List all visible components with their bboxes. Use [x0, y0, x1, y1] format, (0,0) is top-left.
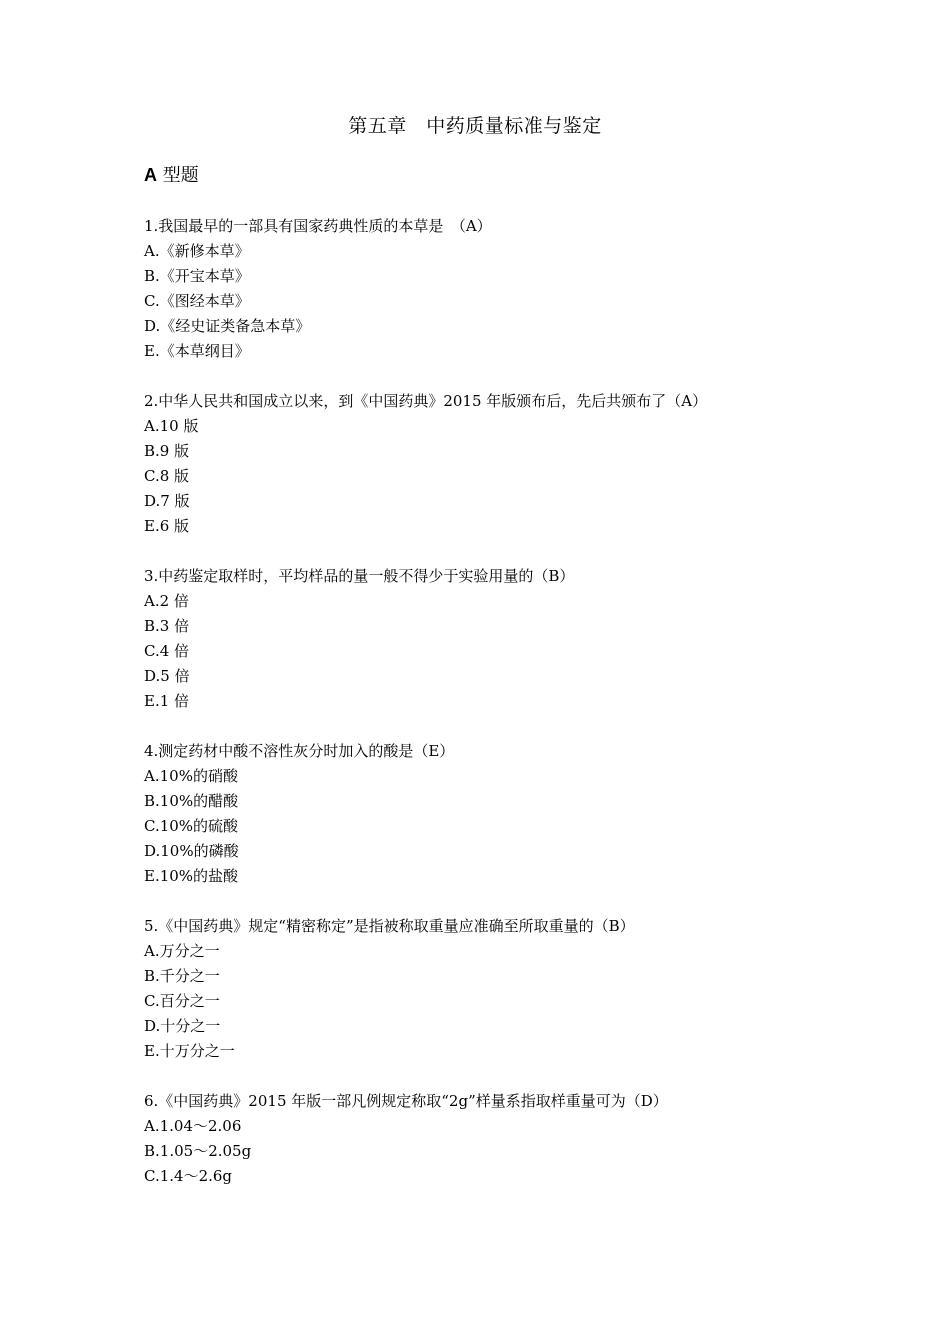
answer-option: E.十万分之一 [144, 1042, 235, 1060]
section-heading-type-letter: A [144, 165, 157, 185]
answer-option: E.《本草纲目》 [144, 342, 250, 360]
answer-option: A.10 版 [144, 417, 199, 435]
answer-option: B.10%的醋酸 [144, 792, 239, 810]
question-block [144, 914, 824, 1064]
answer-option: B.千分之一 [144, 967, 220, 985]
answer-option: D.10%的磷酸 [144, 842, 239, 860]
question-block [144, 1089, 824, 1189]
answer-option: C.百分之一 [144, 992, 220, 1010]
question-stem: 1.我国最早的一部具有国家药典性质的本草是 （A） [144, 217, 492, 235]
question-stem: 5.《中国药典》规定“精密称定”是指被称取重量应准确至所取重量的（B） [144, 917, 635, 935]
answer-option: B.1.05～2.05g [144, 1142, 252, 1160]
question-block [144, 739, 824, 889]
answer-option: D.十分之一 [144, 1017, 221, 1035]
answer-option: A.2 倍 [144, 592, 189, 610]
question-stem: 3.中药鉴定取样时，平均样品的量一般不得少于实验用量的（B） [144, 567, 575, 585]
answer-option: B.《开宝本草》 [144, 267, 250, 285]
answer-option: D.《经史证类备急本草》 [144, 317, 311, 335]
answer-option: B.3 倍 [144, 617, 190, 635]
question-block [144, 564, 824, 714]
answer-option: C.8 版 [144, 467, 190, 485]
answer-option: C.《图经本草》 [144, 292, 250, 310]
answer-option: E.6 版 [144, 517, 190, 535]
answer-option: A.万分之一 [144, 942, 220, 960]
question-stem: 6.《中国药典》2015 年版一部凡例规定称取“2g”样量系指取样重量可为（D） [144, 1092, 668, 1110]
section-heading-label: 型题 [157, 165, 199, 186]
question-block [144, 214, 824, 364]
answer-option: E.1 倍 [144, 692, 190, 710]
answer-option: D.5 倍 [144, 667, 190, 685]
question-block [144, 389, 824, 539]
answer-option: C.1.4～2.6g [144, 1167, 233, 1185]
page-title: 第五章 中药质量标准与鉴定 [348, 115, 602, 137]
question-list [144, 214, 824, 1214]
answer-option: C.4 倍 [144, 642, 190, 660]
answer-option: A.10%的硝酸 [144, 767, 238, 785]
answer-option: C.10%的硫酸 [144, 817, 239, 835]
answer-option: B.9 版 [144, 442, 190, 460]
question-stem: 4.测定药材中酸不溶性灰分时加入的酸是（E） [144, 742, 455, 760]
section-heading [144, 162, 199, 189]
answer-option: A.1.04～2.06 [144, 1117, 242, 1135]
answer-option: A.《新修本草》 [144, 242, 250, 260]
question-stem: 2.中华人民共和国成立以来，到《中国药典》2015 年版颁布后，先后共颁布了（A） [144, 392, 708, 410]
answer-option: E.10%的盐酸 [144, 867, 239, 885]
answer-option: D.7 版 [144, 492, 190, 510]
